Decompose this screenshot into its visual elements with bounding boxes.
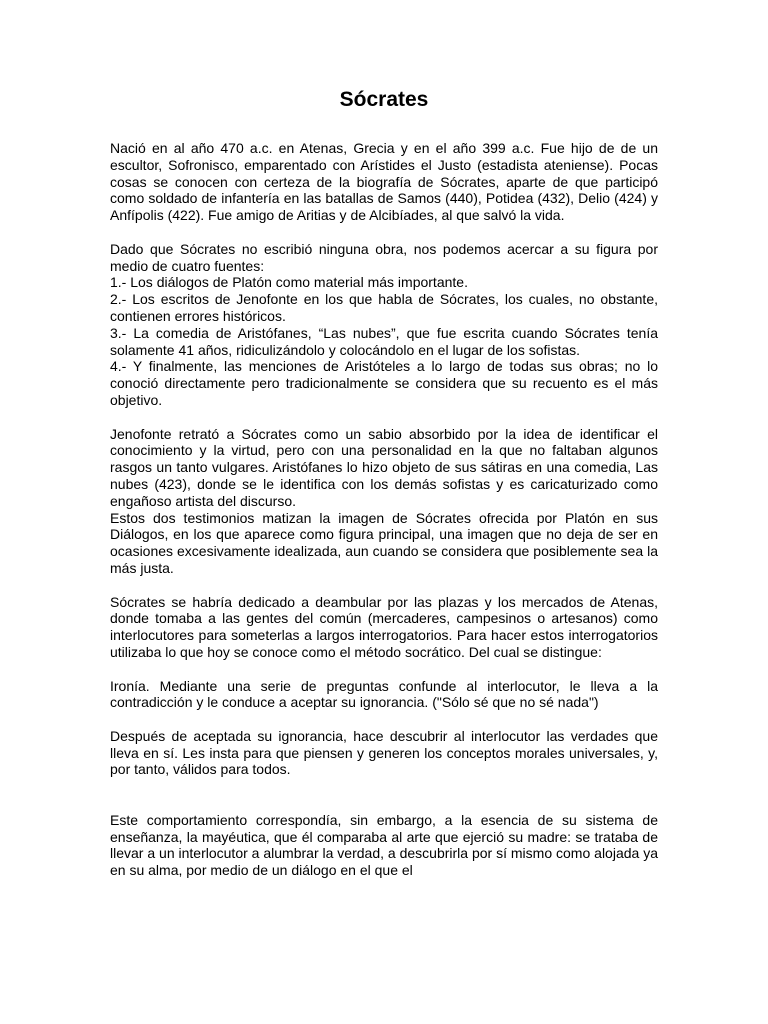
paragraph-irony — [110, 678, 658, 712]
paragraph-maieutics-intro — [110, 728, 658, 778]
list-item: 4.- Y finalmente, las menciones de Aristóteles a lo largo de todas sus obras; no lo conoció directamente pero tradicionalmente se considera que su recuento es el más objetivo. — [110, 358, 658, 408]
paragraph-method — [110, 594, 658, 661]
page-title: Sócrates — [339, 88, 429, 111]
paragraph-line: Sócrates se habría dedicado a deambular por las plazas y los mercados de Atenas, donde tomaba a las gentes del común (mercaderes, campesinos o artesanos) como interlocutores para someterlas a largos interrogatorios. Para hacer estos interrogatorios utilizaba lo que hoy se conoce como el método socrático. Del cual se distingue: — [110, 593, 658, 660]
paragraph-line: Dado que Sócrates no escribió ninguna obra, nos podemos acercar a su figura por medio de cuatro fuentes: — [110, 240, 658, 274]
paragraph-testimonies — [110, 426, 658, 577]
list-item: 1.- Los diálogos de Platón como material más importante. — [110, 274, 468, 291]
paragraph-biography — [110, 140, 658, 224]
paragraph-maieutics — [110, 812, 658, 879]
paragraph-line: Después de aceptada su ignorancia, hace descubrir al interlocutor las verdades que lleva en sí. Les insta para que piensen y generen los conceptos morales universales, y, por tanto, válidos para todos. — [110, 727, 658, 778]
paragraph-line: Estos dos testimonios matizan la imagen de Sócrates ofrecida por Platón en sus Diálogos, en los que aparece como figura principal, una imagen que no deja de ser en ocasiones excesivamente idealizada, aun cuando se considera que posiblemente sea la más justa. — [110, 509, 658, 576]
list-item: 2.- Los escritos de Jenofonte en los que habla de Sócrates, los cuales, no obstante, contienen errores históricos. — [110, 291, 658, 324]
paragraph-line: Ironía. Mediante una serie de preguntas confunde al interlocutor, le lleva a la contradicción y le conduce a aceptar su ignorancia. ("Sólo sé que no sé nada") — [110, 677, 658, 711]
paragraph-sources — [110, 241, 658, 409]
paragraph-line: Este comportamiento correspondía, sin embargo, a la esencia de su sistema de enseñanza, la mayéutica, que él comparaba al arte que ejerció su madre: se trataba de llevar a un interlocutor a alumbrar la verdad, a descubrirla por sí mismo como alojada ya en su alma, por medio de un diálogo en el que el — [110, 811, 658, 879]
paragraph-line: Nació en al año 470 a.c. en Atenas, Grecia y en el año 399 a.c. Fue hijo de de un escultor, Sofronisco, emparentado con Arístides el Justo (estadista ateniense). Pocas cosas se conocen con certeza de la biografía de Sócrates, aparte de que participó como soldado de infantería en las batallas de Samos (440), Potidea (432), Delio (424) y Anfípolis (422). Fue amigo de Aritias y de Alcibíades, al que salvó la vida. — [110, 140, 658, 224]
list-item: 3.- La comedia de Aristófanes, “Las nubes”, que fue escrita cuando Sócrates tenía solamente 41 años, ridiculizándolo y colocándolo en el lugar de los sofistas. — [110, 324, 658, 358]
document-body — [110, 140, 658, 896]
paragraph-line: Jenofonte retrató a Sócrates como un sabio absorbido por la idea de identificar el conocimiento y la virtud, pero con una personalidad en la que no faltaban algunos rasgos un tanto vulgares. Aristófanes lo hizo objeto de sus sátiras en una comedia, Las nubes (423), donde se le identifica con los demás sofistas y es caricaturizado como engañoso artista del discurso. — [110, 425, 658, 509]
